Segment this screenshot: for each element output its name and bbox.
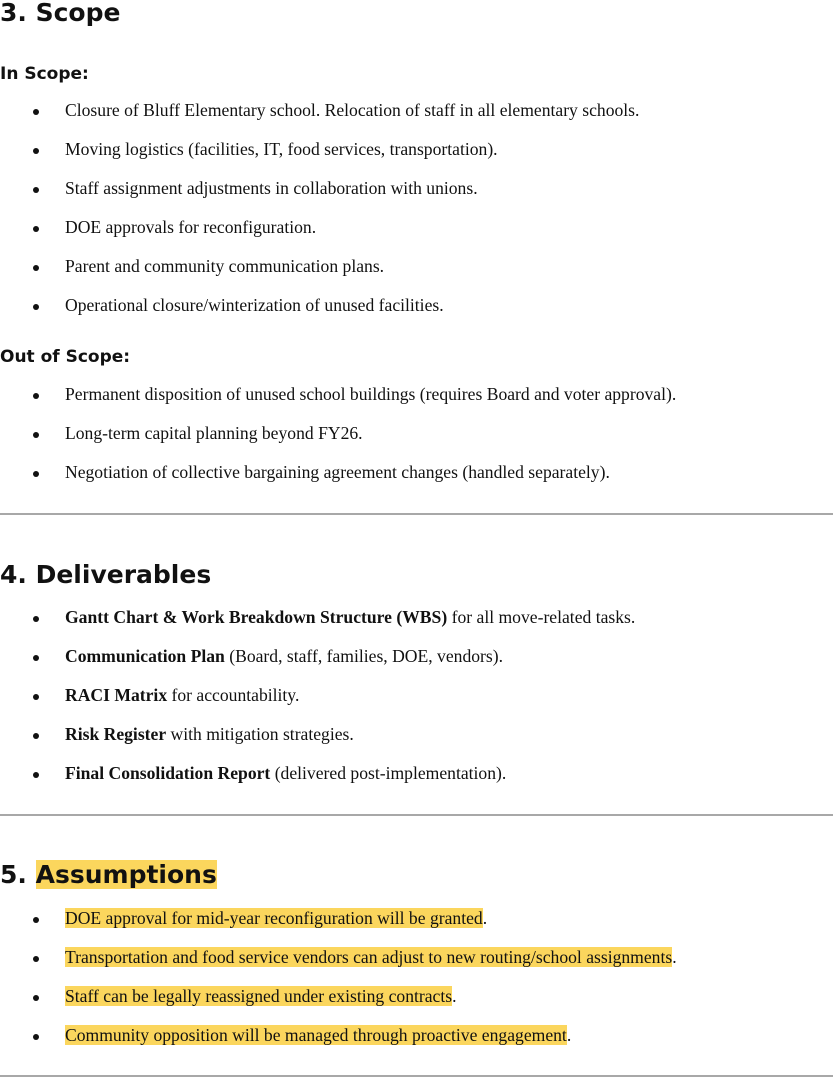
section-divider bbox=[0, 814, 833, 816]
section-divider bbox=[0, 1075, 833, 1077]
list-item: DOE approval for mid-year reconfiguration will be granted. bbox=[0, 907, 833, 946]
in-scope-label: In Scope: bbox=[0, 64, 89, 84]
bullet-icon bbox=[33, 109, 39, 115]
bullet-icon bbox=[33, 148, 39, 154]
scope-heading: 3. Scope bbox=[0, 0, 121, 27]
list-item: Long-term capital planning beyond FY26. bbox=[0, 422, 833, 461]
list-item: Moving logistics (facilities, IT, food services, transportation). bbox=[0, 138, 833, 177]
list-item: Transportation and food service vendors can adjust to new routing/school assignments. bbox=[0, 946, 833, 985]
highlighted-text: Staff can be legally reassigned under existing contracts bbox=[65, 986, 453, 1006]
bullet-icon bbox=[33, 304, 39, 310]
bullet-icon bbox=[33, 694, 39, 700]
bullet-icon bbox=[33, 393, 39, 399]
list-item: Negotiation of collective bargaining agreement changes (handled separately). bbox=[0, 461, 833, 500]
assumptions-list bbox=[0, 907, 833, 1063]
list-item: Risk Register with mitigation strategies. bbox=[0, 723, 833, 762]
list-item: Gantt Chart & Work Breakdown Structure (WBS) for all move-related tasks. bbox=[0, 606, 833, 645]
highlighted-text: DOE approval for mid-year reconfiguration will be granted bbox=[65, 908, 483, 928]
in-scope-list bbox=[0, 99, 833, 333]
bullet-icon bbox=[33, 1034, 39, 1040]
list-item: DOE approvals for reconfiguration. bbox=[0, 216, 833, 255]
bullet-icon bbox=[33, 772, 39, 778]
bullet-icon bbox=[33, 995, 39, 1001]
bullet-icon bbox=[33, 655, 39, 661]
section-divider bbox=[0, 513, 833, 515]
out-of-scope-label: Out of Scope: bbox=[0, 347, 131, 367]
bullet-icon bbox=[33, 226, 39, 232]
assumptions-heading bbox=[0, 860, 217, 890]
highlighted-text: Community opposition will be managed through proactive engagement bbox=[65, 1025, 567, 1045]
deliverables-heading: 4. Deliverables bbox=[0, 560, 212, 589]
list-item: Final Consolidation Report (delivered post-implementation). bbox=[0, 762, 833, 801]
list-item: Community opposition will be managed through proactive engagement. bbox=[0, 1024, 833, 1063]
list-item: Communication Plan (Board, staff, families, DOE, vendors). bbox=[0, 645, 833, 684]
list-item: Parent and community communication plans. bbox=[0, 255, 833, 294]
deliverables-list bbox=[0, 606, 833, 801]
assumptions-heading-text: Assumptions bbox=[35, 860, 217, 889]
list-item: Closure of Bluff Elementary school. Relocation of staff in all elementary schools. bbox=[0, 99, 833, 138]
bullet-icon bbox=[33, 265, 39, 271]
list-item: Operational closure/winterization of unused facilities. bbox=[0, 294, 833, 333]
out-of-scope-list bbox=[0, 383, 833, 500]
highlighted-text: Transportation and food service vendors can adjust to new routing/school assignments bbox=[65, 947, 673, 967]
bullet-icon bbox=[33, 471, 39, 477]
list-item: Permanent disposition of unused school buildings (requires Board and voter approval). bbox=[0, 383, 833, 422]
bullet-icon bbox=[33, 733, 39, 739]
bullet-icon bbox=[33, 956, 39, 962]
list-item: Staff can be legally reassigned under existing contracts. bbox=[0, 985, 833, 1024]
bullet-icon bbox=[33, 616, 39, 622]
bullet-icon bbox=[33, 187, 39, 193]
assumptions-heading-number: 5. bbox=[0, 860, 36, 889]
bullet-icon bbox=[33, 432, 39, 438]
list-item: RACI Matrix for accountability. bbox=[0, 684, 833, 723]
bullet-icon bbox=[33, 917, 39, 923]
list-item: Staff assignment adjustments in collaboration with unions. bbox=[0, 177, 833, 216]
